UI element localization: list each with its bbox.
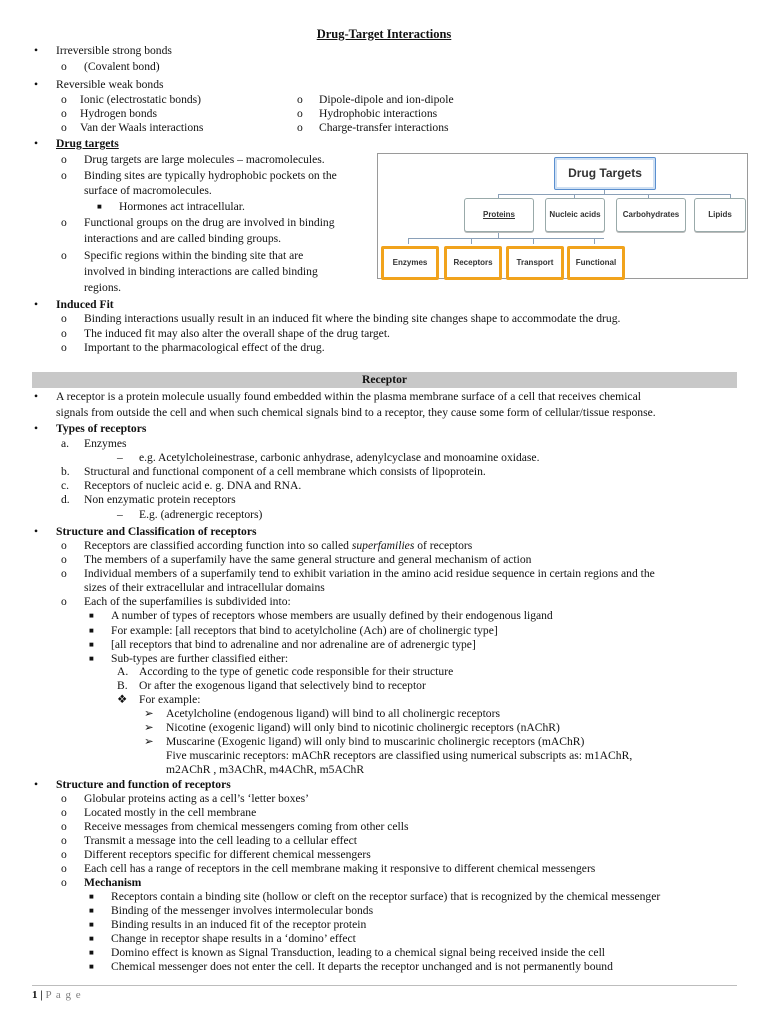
- drug-targets-text: regions.: [84, 281, 122, 294]
- arrow-bullet-icon: ➢: [144, 707, 154, 720]
- diagram-node-carbohydrates: Carbohydrates: [616, 198, 686, 232]
- sub-bullet: [61, 107, 67, 121]
- drug-targets-text: surface of macromolecules.: [84, 184, 212, 197]
- type-item: Structural and functional component of a cell membrane which consists of lipoprotein.: [84, 465, 486, 478]
- diagram-node-nucleic-acids: Nucleic acids: [545, 198, 605, 232]
- induced-fit-item: Important to the pharmacological effect of the drug.: [84, 341, 325, 354]
- bond-irreversible: Irreversible strong bonds: [56, 44, 172, 57]
- classification-subitem: [all receptors that bind to adrenaline and nor adrenaline are of adrenergic type]: [111, 638, 476, 651]
- sub-bullet: [61, 341, 67, 355]
- diagram-node-enzymes: Enzymes: [381, 246, 439, 280]
- bullet: [34, 137, 38, 151]
- diagram-root-node: Drug Targets: [554, 157, 656, 190]
- sub-bullet: [61, 820, 67, 834]
- bullet: [34, 298, 38, 312]
- bond-right-item: Charge-transfer interactions: [319, 121, 449, 134]
- mechanism-item: Binding of the messenger involves intermolecular bonds: [111, 904, 374, 917]
- drug-targets-text: involved in binding interactions are called binding: [84, 265, 318, 278]
- bullet: [34, 44, 38, 58]
- list-marker: A.: [117, 665, 129, 678]
- bond-reversible: Reversible weak bonds: [56, 78, 164, 91]
- square-bullet-icon: ■: [89, 654, 94, 663]
- drug-targets-text: Drug targets are large molecules – macromolecules.: [84, 153, 325, 166]
- receptor-section-title: Receptor: [361, 373, 408, 386]
- diagram-node-transport: Transport: [506, 246, 564, 280]
- sub-bullet: [61, 121, 67, 135]
- mechanism-item: Receptors contain a binding site (hollow or cleft on the receptor surface) that is recognized by the chemical messenger: [111, 890, 661, 903]
- square-bullet-icon: ■: [89, 611, 94, 620]
- classification-item: Receptors are classified according function into so called superfamilies of receptors: [84, 539, 473, 552]
- diagram-node-lipids: Lipids: [694, 198, 746, 232]
- function-item: Located mostly in the cell membrane: [84, 806, 257, 819]
- list-marker: d.: [61, 493, 70, 506]
- function-item: Different receptors specific for different chemical messengers: [84, 848, 371, 861]
- bullet: [34, 525, 38, 539]
- sub-bullet: [61, 876, 67, 890]
- classification-option: According to the type of genetic code responsible for their structure: [139, 665, 454, 678]
- bullet: [34, 778, 38, 792]
- type-example: E.g. (adrenergic receptors): [139, 508, 263, 521]
- classification-option: For example:: [139, 693, 201, 706]
- classification-subitem: A number of types of receptors whose members are usually defined by their endogenous ligand: [111, 609, 553, 622]
- function-item: Receive messages from chemical messengers coming from other cells: [84, 820, 409, 833]
- sub-bullet: [61, 312, 67, 326]
- sub-bullet: [61, 93, 67, 107]
- function-item: Globular proteins acting as a cell’s ‘letter boxes’: [84, 792, 310, 805]
- sub-bullet: [61, 169, 67, 183]
- page-footer: [32, 988, 82, 1002]
- mechanism-heading: Mechanism: [84, 876, 142, 889]
- drug-targets-text: interactions and are called binding groups.: [84, 232, 282, 245]
- mechanism-item: Binding results in an induced fit of the receptor protein: [111, 918, 367, 931]
- example-item: Muscarine (Exogenic ligand) will only bind to muscarinic cholinergic receptors (mAChR): [166, 735, 585, 748]
- square-bullet-icon: ■: [89, 906, 94, 915]
- example-item: Acetylcholine (endogenous ligand) will bind to all cholinergic receptors: [166, 707, 500, 720]
- bond-left-item: Hydrogen bonds: [80, 107, 157, 120]
- induced-fit-item: Binding interactions usually result in an induced fit where the binding site changes shape to accommodate the drug.: [84, 312, 621, 325]
- classification-subitem: Sub-types are further classified either:: [111, 652, 289, 665]
- square-bullet-icon: ■: [89, 948, 94, 957]
- type-example: e.g. Acetylcholeinestrase, carbonic anhydrase, adenylcyclase and monoamine oxidase.: [139, 451, 540, 464]
- function-item: Transmit a message into the cell leading to a cellular effect: [84, 834, 358, 847]
- sub-bullet: [297, 121, 303, 135]
- page-title: Drug-Target Interactions: [316, 27, 452, 41]
- sub-bullet: [61, 153, 67, 167]
- square-bullet-icon: ■: [97, 202, 102, 211]
- drug-targets-heading: Drug targets: [56, 137, 119, 150]
- diamond-bullet-icon: ❖: [117, 693, 128, 706]
- classification-heading: Structure and Classification of receptors: [56, 525, 257, 538]
- induced-fit-item: The induced fit may also alter the overall shape of the drug target.: [84, 327, 390, 340]
- list-marker: c.: [61, 479, 70, 492]
- sub-bullet: [297, 107, 303, 121]
- example-item: Five muscarinic receptors: mAChR receptors are classified using numerical subscripts as: m1AChR,: [166, 749, 633, 762]
- diagram-node-functional: Functional: [567, 246, 625, 280]
- sub-bullet: [61, 539, 67, 553]
- dash-bullet: –: [117, 508, 123, 521]
- classification-item: sizes of their extracellular and intracellular domains: [84, 581, 325, 594]
- sub-bullet: [61, 553, 67, 567]
- mechanism-item: Change in receptor shape results in a ‘domino’ effect: [111, 932, 356, 945]
- bond-right-item: Dipole-dipole and ion-dipole: [319, 93, 454, 106]
- receptor-definition: A receptor is a protein molecule usually found embedded within the plasma membrane surface of a cell that receives chemical: [56, 390, 641, 403]
- classification-option: Or after the exogenous ligand that selectively bind to receptor: [139, 679, 426, 692]
- sub-bullet: [61, 60, 67, 74]
- types-heading: Types of receptors: [56, 422, 147, 435]
- drug-targets-diagram: [377, 153, 748, 279]
- drug-targets-text: Functional groups on the drug are involved in binding: [84, 216, 335, 229]
- classification-item: Each of the superfamilies is subdivided into:: [84, 595, 291, 608]
- bond-covalent: (Covalent bond): [84, 60, 160, 73]
- diagram-node-proteins: Proteins: [464, 198, 534, 232]
- example-item: Nicotine (exogenic ligand) will only bind to nicotinic cholinergic receptors (nAChR): [166, 721, 560, 734]
- bullet: [34, 78, 38, 92]
- sub-bullet: [61, 216, 67, 230]
- example-item: m2AChR , m3AChR, m4AChR, m5AChR: [166, 763, 365, 776]
- sub-bullet: [61, 567, 67, 581]
- sub-bullet: [61, 249, 67, 263]
- bullet: [34, 390, 38, 404]
- square-bullet-icon: ■: [89, 626, 94, 635]
- bullet: [34, 422, 38, 436]
- square-bullet-icon: ■: [89, 962, 94, 971]
- drug-targets-text: Specific regions within the binding site that are: [84, 249, 304, 262]
- induced-fit-heading: Induced Fit: [56, 298, 114, 311]
- sub-bullet: [297, 93, 303, 107]
- classification-item: Individual members of a superfamily tend to exhibit variation in the amino acid residue sequence in certain regions and the: [84, 567, 655, 580]
- function-heading: Structure and function of receptors: [56, 778, 231, 791]
- arrow-bullet-icon: ➢: [144, 735, 154, 748]
- sub-bullet: [61, 848, 67, 862]
- list-marker: B.: [117, 679, 128, 692]
- receptor-definition: signals from outside the cell and when such chemical signals bind to a receptor, they cause some form of cellular/tissue response.: [56, 406, 656, 419]
- sub-bullet: [61, 806, 67, 820]
- mechanism-item: Domino effect is known as Signal Transduction, leading to a chemical signal being received inside the cell: [111, 946, 606, 959]
- dash-bullet: –: [117, 451, 123, 464]
- function-item: Each cell has a range of receptors in the cell membrane making it responsive to different chemical messengers: [84, 862, 596, 875]
- type-item: Enzymes: [84, 437, 127, 450]
- drug-targets-text: Binding sites are typically hydrophobic pockets on the: [84, 169, 337, 182]
- mechanism-item: Chemical messenger does not enter the cell. It departs the receptor unchanged and is not permanently bound: [111, 960, 613, 973]
- sub-bullet: [61, 792, 67, 806]
- page-label: P a g e: [45, 989, 82, 1001]
- type-item: Receptors of nucleic acid e. g. DNA and RNA.: [84, 479, 302, 492]
- drug-targets-text: Hormones act intracellular.: [119, 200, 245, 213]
- bond-left-item: Ionic (electrostatic bonds): [80, 93, 202, 106]
- list-marker: b.: [61, 465, 70, 478]
- receptor-section-header: [32, 372, 737, 388]
- arrow-bullet-icon: ➢: [144, 721, 154, 734]
- footer-divider: [32, 985, 737, 986]
- list-marker: a.: [61, 437, 70, 450]
- square-bullet-icon: ■: [89, 934, 94, 943]
- page-number: 1: [32, 989, 38, 1001]
- bond-left-item: Van der Waals interactions: [80, 121, 204, 134]
- classification-item: The members of a superfamily have the same general structure and general mechanism of action: [84, 553, 532, 566]
- sub-bullet: [61, 327, 67, 341]
- type-item: Non enzymatic protein receptors: [84, 493, 236, 506]
- classification-subitem: For example: [all receptors that bind to acetylcholine (Ach) are of cholinergic type]: [111, 624, 498, 637]
- square-bullet-icon: ■: [89, 640, 94, 649]
- bond-right-item: Hydrophobic interactions: [319, 107, 438, 120]
- sub-bullet: [61, 862, 67, 876]
- diagram-node-receptors: Receptors: [444, 246, 502, 280]
- footer-separator: |: [40, 989, 43, 1001]
- sub-bullet: [61, 595, 67, 609]
- square-bullet-icon: ■: [89, 892, 94, 901]
- sub-bullet: [61, 834, 67, 848]
- square-bullet-icon: ■: [89, 920, 94, 929]
